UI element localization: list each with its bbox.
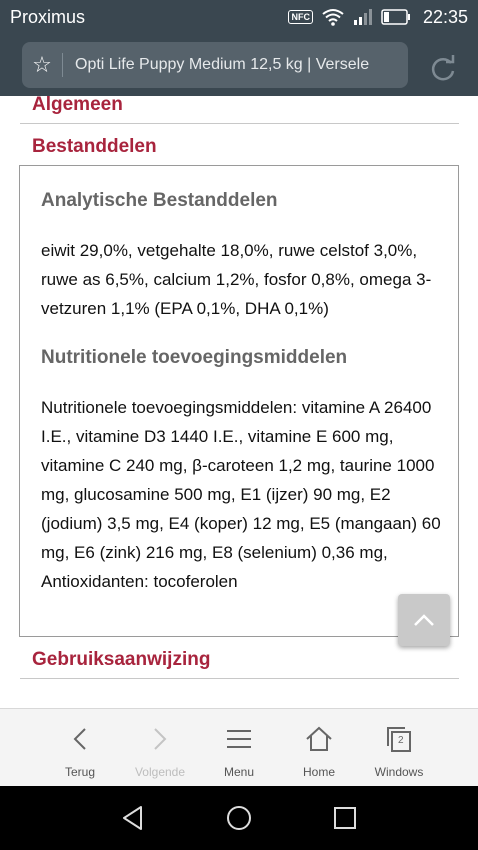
browser-toolbar [0,708,478,786]
heading-analytische-bestanddelen: Analytische Bestanddelen [41,190,278,211]
chevron-right-icon [152,727,168,751]
section-divider [20,678,459,679]
nav-home-icon[interactable] [223,802,255,834]
url-field[interactable] [22,42,408,88]
menu-icon [226,728,252,750]
analytical-ingredients-text: eiwit 29,0%, vetgehalte 18,0%, ruwe celstof 3,0%, ruwe as 6,5%, calcium 1,2%, fosfor 0,8%, omega 3-vetzuren 1,1% (EPA 0,1%, DHA 0,1%) [41,241,432,318]
signal-icon [353,9,373,25]
status-bar [0,0,478,34]
wifi-icon [321,8,345,26]
home-label: Home [302,765,335,779]
windows-button[interactable] [359,709,439,787]
chevron-up-icon [413,613,435,627]
back-button[interactable] [40,709,120,787]
windows-count: 2 [398,735,404,746]
nutritional-additives-text: Nutritionele toevoegingsmiddelen: vitamine A 26400 I.E., vitamine D3 1440 I.E., vitamine E 600 mg, vitamine C 240 mg, β-caroteen 1,2 mg, taurine 1000 mg, glucosamine 500 mg, E1 (ijzer) 90 mg, E2 (jodium) 3,5 mg, E4 (koper) 12 mg, E5 (mangaan) 60 mg, E6 (zink) 216 mg, E8 (selenium) 0,36 mg, Antioxidanten: tocoferolen [41,398,441,591]
reload-icon[interactable] [428,54,458,84]
menu-label: Menu [223,765,255,779]
nav-back-icon[interactable] [117,802,149,834]
battery-icon [381,9,411,25]
forward-button[interactable] [120,709,200,787]
chevron-left-icon [72,727,88,751]
heading-nutritionele-toevoegingsmiddelen: Nutritionele toevoegingsmiddelen [41,347,348,368]
back-label: Terug [64,765,96,779]
system-navigation-bar [0,786,478,850]
section-algemeen[interactable]: Algemeen [32,96,123,115]
scroll-to-top-button[interactable] [398,594,450,646]
nav-recents-icon[interactable] [329,802,361,834]
carrier-name: Proximus [10,6,86,27]
url-text[interactable]: Opti Life Puppy Medium 12,5 kg | Versele [75,56,370,73]
page-content [0,96,478,708]
section-divider [20,123,459,124]
home-icon [305,726,333,752]
menu-button[interactable] [199,709,279,787]
star-icon[interactable]: ☆ [32,52,52,77]
windows-label: Windows [374,765,424,779]
status-icons [288,7,468,28]
home-button[interactable] [279,709,359,787]
browser-address-bar [0,34,478,96]
url-divider [62,53,63,77]
section-gebruiksaanwijzing[interactable]: Gebruiksaanwijzing [32,649,211,670]
clock: 22:35 [422,6,468,27]
ingredients-panel [19,165,459,637]
forward-label: Volgende [134,765,186,779]
nfc-icon: NFC [288,10,313,24]
section-bestanddelen[interactable]: Bestanddelen [32,136,157,157]
